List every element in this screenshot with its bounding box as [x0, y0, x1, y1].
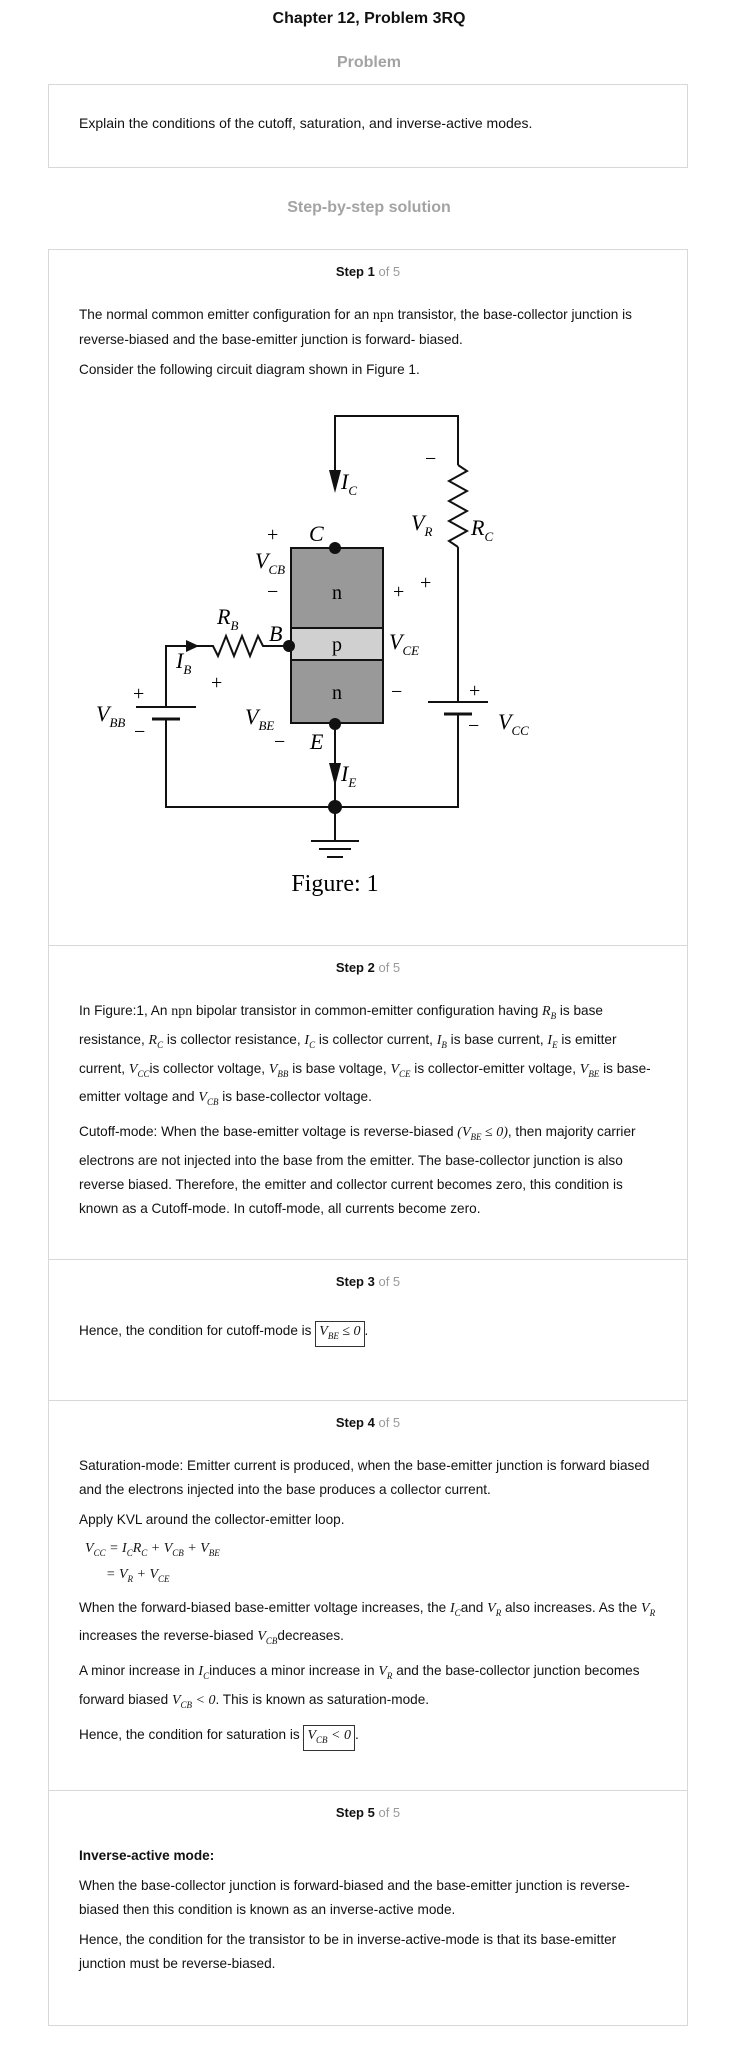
step-5-content [49, 1844, 687, 1976]
vce-minus: − [391, 681, 403, 703]
problem-text: Explain the conditions of the cutoff, saturation, and inverse-active modes. [79, 115, 533, 131]
vcc-plus: + [469, 680, 481, 702]
rc-label: $R_C$ [471, 515, 494, 544]
step-label: Step 2 [335, 960, 375, 975]
steps-container [48, 249, 688, 2026]
figure-1-circuit [49, 395, 689, 915]
p-base-label: p [332, 634, 342, 656]
vcb-minus: − [267, 581, 279, 603]
saturation-condition-box: $V_{CB} < 0$ [303, 1725, 355, 1751]
step-1-header [49, 264, 687, 279]
terminal-b-label: B [269, 621, 283, 646]
step-4-header [49, 1415, 687, 1430]
step-5-para-1: When the base-collector junction is forward-biased and the base-emitter junction is reverse-biased then this condition is known as an inverse-active mode. [79, 1878, 630, 1917]
step-of: of 5 [378, 1805, 401, 1820]
vr-plus: + [420, 572, 432, 594]
terminal-c-label: C [309, 521, 324, 546]
step-3-header [49, 1274, 687, 1289]
step-5-heading: Inverse-active mode: [79, 1848, 215, 1863]
vbb-plus: + [133, 683, 145, 705]
ic-label: $I_C$ [341, 469, 357, 498]
step-of: of 5 [378, 264, 401, 279]
vce-label: $V_{CE}$ [389, 629, 420, 658]
step-5-header [49, 1805, 687, 1820]
vr-minus: − [425, 448, 437, 470]
vbb-minus: − [134, 721, 146, 743]
kvl-equation: $V_{CC} = I_CR_C + V_{CB} + V_{BE}$ = $V_R + V_{CE}$ [85, 1541, 220, 1584]
step-2-para-1: In Figure:1, An npn bipolar transistor in common-emitter configuration having $R_B$ is base resistance, $R_C$ is collector resistance, $I_C$ is collector current, $I_B$ is base current, $I_E$ is emitter current, $V_{CC}is$ collector voltage, $V_{BB}$ is base voltage, $V_{CE}$ is collector-emitter voltage, $V_{BE}$ is base-emitter voltage and $V_{CB}$ is base-collector voltage. [79, 1003, 651, 1108]
vcc-minus: − [468, 715, 480, 737]
page-title: Chapter 12, Problem 3RQ [272, 10, 466, 27]
vcb-label: $V_{CB}$ [255, 548, 286, 577]
n-emitter-label: n [332, 682, 342, 704]
solution-heading: Step-by-step solution [287, 199, 451, 216]
step-3-content [49, 1319, 687, 1347]
step-4-para-3: When the forward-biased base-emitter voltage increases, the $I_Cand$ $V_R$ also increases. As the $V_R$ increases the reverse-biased $V_{CB}decreases$. [79, 1599, 656, 1647]
step-4-para-4: A minor increase in $I_Cinduces$ a minor increase in $V_R$ and the base-collector junction becomes forward biased $V_{CB} < 0$. This is known as saturation-mode. [79, 1663, 640, 1710]
step-label: Step 1 [335, 264, 375, 279]
problem-heading: Problem [336, 54, 401, 71]
step-1-content [49, 303, 687, 382]
vce-plus: + [393, 581, 405, 603]
cutoff-condition-box: $V_{BE} \le 0$ [315, 1321, 364, 1347]
ib-arrow-icon [186, 640, 199, 652]
step-2-content [49, 999, 687, 1221]
ie-label: $I_E$ [341, 761, 357, 790]
step-3 [49, 1259, 687, 1401]
ie-arrow-icon [329, 763, 341, 786]
step-2-header [49, 960, 687, 975]
problem-box [48, 84, 688, 168]
step-2-para-2: Cutoff-mode: When the base-emitter voltage is reverse-biased $(V_{BE} \le 0)$, then majority carrier electrons are not injected into the base from the emitter. The base-collector junction is also reverse biased. Therefore, the emitter and collector current becomes zero, this condition is known as a Cutoff-mode. In cutoff-mode, all currents become zero. [79, 1124, 636, 1216]
step-label: Step 3 [335, 1274, 375, 1289]
vbe-minus: − [274, 731, 286, 753]
vr-label: $V_R$ [411, 510, 433, 539]
step-1 [49, 250, 687, 945]
step-5-para-2: Hence, the condition for the transistor to be in inverse-active-mode is that its base-emitter junction must be reverse-biased. [79, 1932, 617, 1971]
figure-caption: Figure: 1 [291, 871, 379, 897]
step-1-para-1: The normal common emitter configuration for an npn transistor, the base-collector junction is reverse-biased and the base-emitter junction is forward- biased. [79, 307, 632, 347]
ic-arrow-icon [329, 470, 341, 493]
step-4 [49, 1400, 687, 1791]
step-of: of 5 [378, 1274, 401, 1289]
vcc-label: $V_{CC}$ [498, 709, 529, 738]
vcb-plus: + [267, 524, 279, 546]
vbb-label: $V_{BB}$ [96, 701, 126, 730]
step-2 [49, 945, 687, 1260]
step-4-para-2: Apply KVL around the collector-emitter loop. [79, 1512, 345, 1527]
step-of: of 5 [378, 1415, 401, 1430]
step-5 [49, 1790, 687, 2027]
step-of: of 5 [378, 960, 401, 975]
rb-plus: + [211, 672, 223, 694]
n-collector-label: n [332, 582, 342, 604]
step-1-para-2: Consider the following circuit diagram shown in Figure 1. [79, 362, 420, 377]
step-label: Step 5 [335, 1805, 375, 1820]
step-4-para-1: Saturation-mode: Emitter current is produced, when the base-emitter junction is forward biased and the electrons injected into the base produces a collector current. [79, 1458, 650, 1497]
ib-label: $I_B$ [176, 648, 192, 677]
vbe-label: $V_{BE}$ [245, 704, 275, 733]
step-3-para: Hence, the condition for cutoff-mode is $V_{BE} \le 0$ . [79, 1319, 657, 1347]
step-4-para-5: Hence, the condition for saturation is $V_{CB} < 0$ . [79, 1723, 657, 1751]
terminal-e-label: E [310, 729, 324, 754]
step-label: Step 4 [335, 1415, 375, 1430]
step-4-content [49, 1454, 687, 1751]
rb-label: $R_B$ [217, 604, 239, 633]
